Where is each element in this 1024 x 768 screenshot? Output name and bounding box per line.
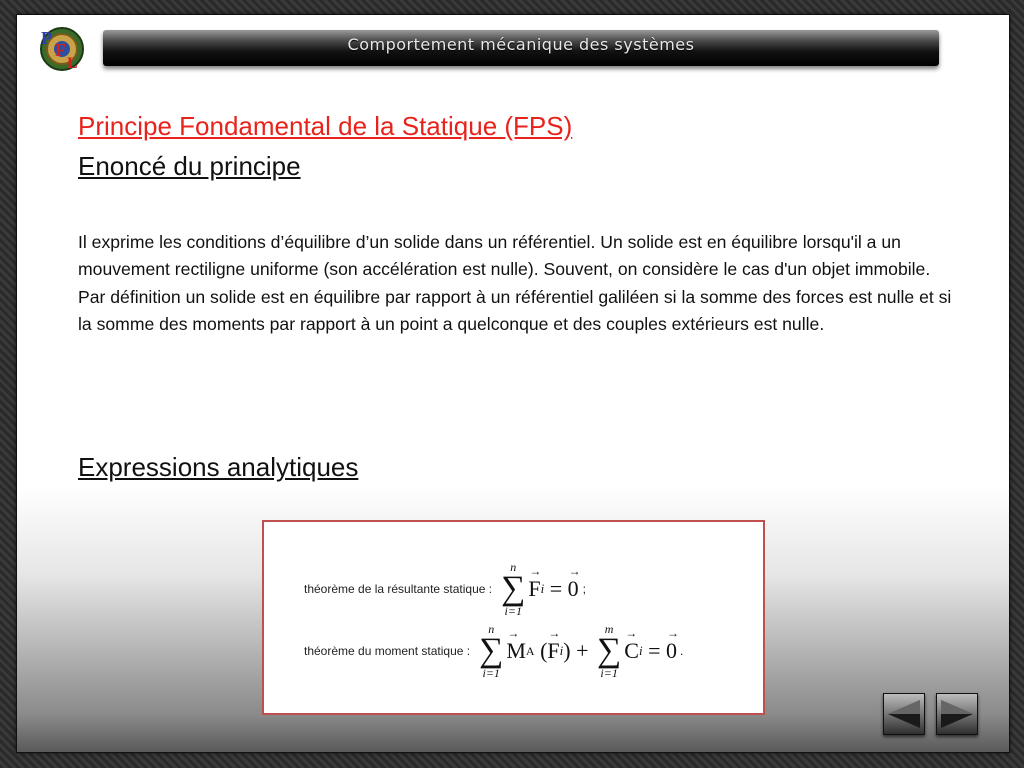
formula-row-resultante [304,560,586,618]
formula-row-moment [304,622,683,680]
theorem1-equation: n ∑ i=1 → F i = → 0 ; [498,560,586,618]
sum-lower-limit: i=1 [504,604,522,618]
theorem2-label: théorème du moment statique : [304,644,471,658]
paragraph-2: Par définition un solide est en équilibre par rapport à un référentiel galiléen si la somme des forces est nulle et si la somme des moments par rapport à un point a quelconque et des couples extérieurs est nulle. [78,286,952,334]
slide [16,14,1010,753]
theorem2-end: . [680,644,684,658]
sum-upper-limit: n [510,560,517,574]
sum-lower-limit: i=1 [600,666,618,680]
sum-symbol: n ∑ i=1 [501,560,526,618]
theorem1-end: ; [582,582,587,596]
body-text [78,229,958,338]
sum-symbol: n ∑ i=1 [479,622,504,680]
presentation-title: Comportement mécanique des systèmes [347,35,695,54]
svg-text:F: F [55,40,66,60]
sum-upper-limit: m [604,622,614,636]
title-bar [103,30,939,66]
pfl-logo [37,24,87,72]
expressions-heading: Expressions analytiques [78,452,359,482]
previous-slide-button[interactable] [883,693,925,735]
section-heading: Principe Fondamental de la Statique (FPS) [78,111,573,141]
svg-text:L: L [67,55,78,72]
sum-upper-limit: n [488,622,495,636]
right-triangle-icon [937,694,977,734]
sum-lower-limit: i=1 [482,666,500,680]
theorem1-label: théorème de la résultante statique : [304,582,493,596]
section-subheading: Enoncé du principe [78,151,301,181]
theorem2-equation: n ∑ i=1 → M A ( → F i ) + m ∑ i=1 → C i = → 0 . [476,622,683,680]
formula-box [262,520,765,715]
sum-symbol: m ∑ i=1 [597,622,622,680]
paragraph-1: Il exprime les conditions d’équilibre d’un solide dans un référentiel. Un solide est en équilibre lorsqu'il a un mouvement rectiligne uniforme (son accélération est nulle). Souvent, on considère le cas d'un objet immobile. [78,232,931,280]
next-slide-button[interactable] [936,693,978,735]
svg-text:P: P [41,28,52,48]
left-triangle-icon [884,694,924,734]
